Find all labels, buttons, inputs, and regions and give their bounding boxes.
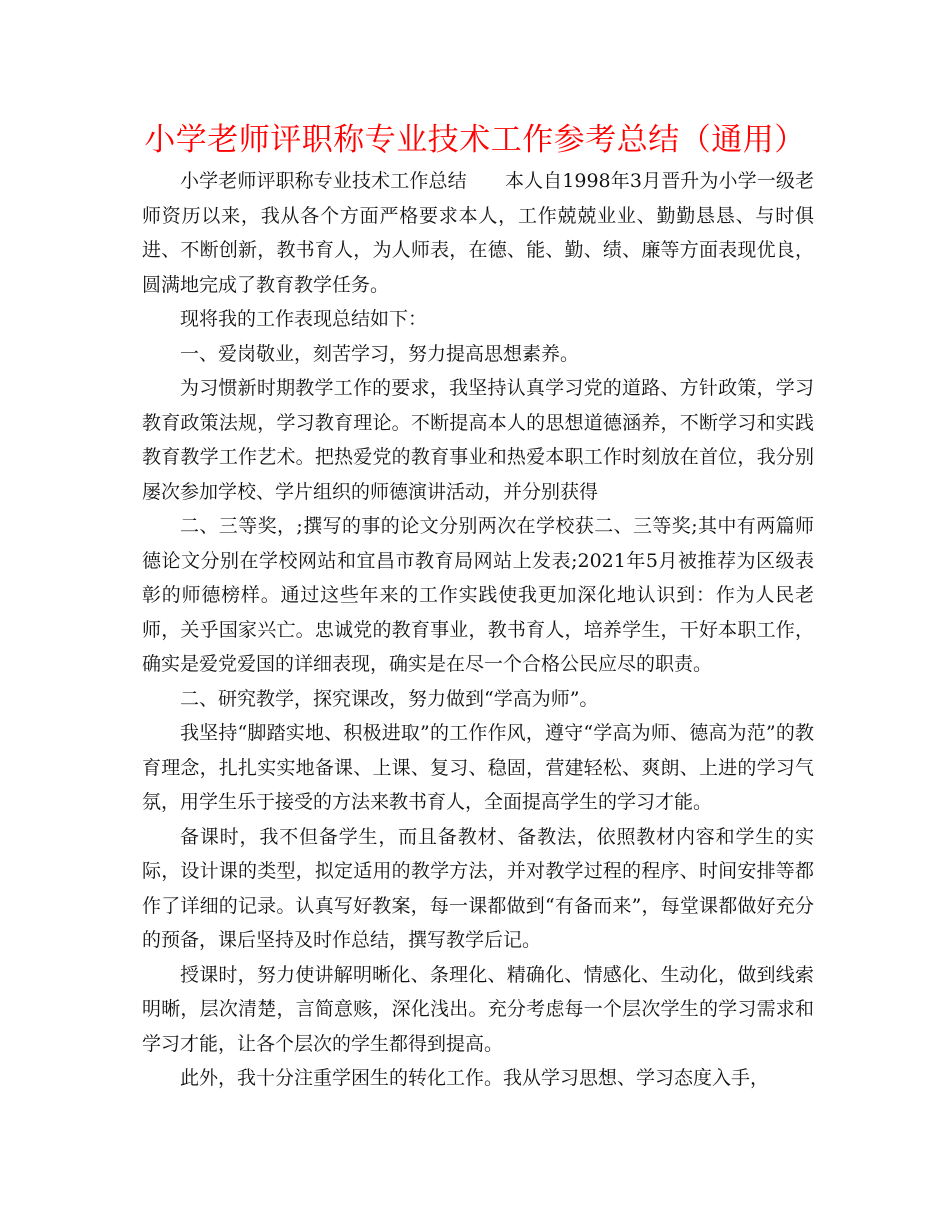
section-heading-1: 一、爱岗敬业，刻苦学习，努力提高思想素养。 (180, 342, 580, 365)
paragraph-lesson-prep: 备课时，我不但备学生，而且备教材、备教法，依照教材内容和学生的实际，设计课的类型，拟定适用的教学方法，并对教学过程的程序、时间安排等都作了详细的记录。认真写好教案，每一课都做到“有备而来”，每堂课都做好充分的预备，课后坚持及时作总结，撰写教学后记。 (142, 825, 814, 951)
paragraph-study: 为习惯新时期教学工作的要求，我坚持认真学习党的道路、方针政策，学习教育政策法规，学习教育理论。不断提高本人的思想道德涵养，不断学习和实践教育教学工作艺术。把热爱党的教育事业和热爱本职工作时刻放在首位，我分别屡次参加学校、学片组织的师德演讲活动，并分别获得 (142, 377, 814, 503)
paragraph-teaching: 授课时，努力使讲解明晰化、条理化、精确化、情感化、生动化，做到线索明晰，层次清楚，言简意赅，深化浅出。充分考虑每一个层次学生的学习需求和学习才能，让各个层次的学生都得到提高。 (142, 963, 814, 1055)
paragraph-intro: 小学老师评职称专业技术工作总结 本人自1998年3月晋升为小学一级老师资历以来，我从各个方面严格要求本人，工作兢兢业业、勤勤恳恳、与时俱进、不断创新，教书育人，为人师表，在德、能、勤、绩、廉等方面表现优良，圆满地完成了教育教学任务。 (142, 170, 814, 296)
section-heading-2: 二、研究教学，探究课改，努力做到“学高为师”。 (180, 687, 599, 710)
paragraph-summary-lead: 现将我的工作表现总结如下： (180, 308, 428, 330)
document-title: 小学老师评职称专业技术工作参考总结（通用） (144, 122, 806, 158)
document-body (142, 164, 814, 1096)
paragraph-struggling-students: 此外，我十分注重学困生的转化工作。我从学习思想、学习态度入手， (180, 1067, 770, 1089)
paragraph-awards: 二、三等奖，;撰写的事的论文分别两次在学校获二、三等奖;其中有两篇师德论文分别在学校网站和宜昌市教育局网站上发表;2021年5月被推荐为区级表彰的师德榜样。通过这些年来的工作实践使我更加深化地认识到：作为人民老师，关乎国家兴亡。忠诚党的教育事业，教书育人，培养学生，干好本职工作，确实是爱党爱国的详细表现，确实是在尽一个合格公民应尽的职责。 (142, 515, 814, 675)
paragraph-work-style: 我坚持“脚踏实地、积极进取”的工作作风，遵守“学高为师、德高为范”的教育理念，扎扎实实地备课、上课、复习、稳固，营建轻松、爽朗、上进的学习气氛，用学生乐于接受的方法来教书育人，全面提高学生的学习才能。 (142, 722, 814, 813)
